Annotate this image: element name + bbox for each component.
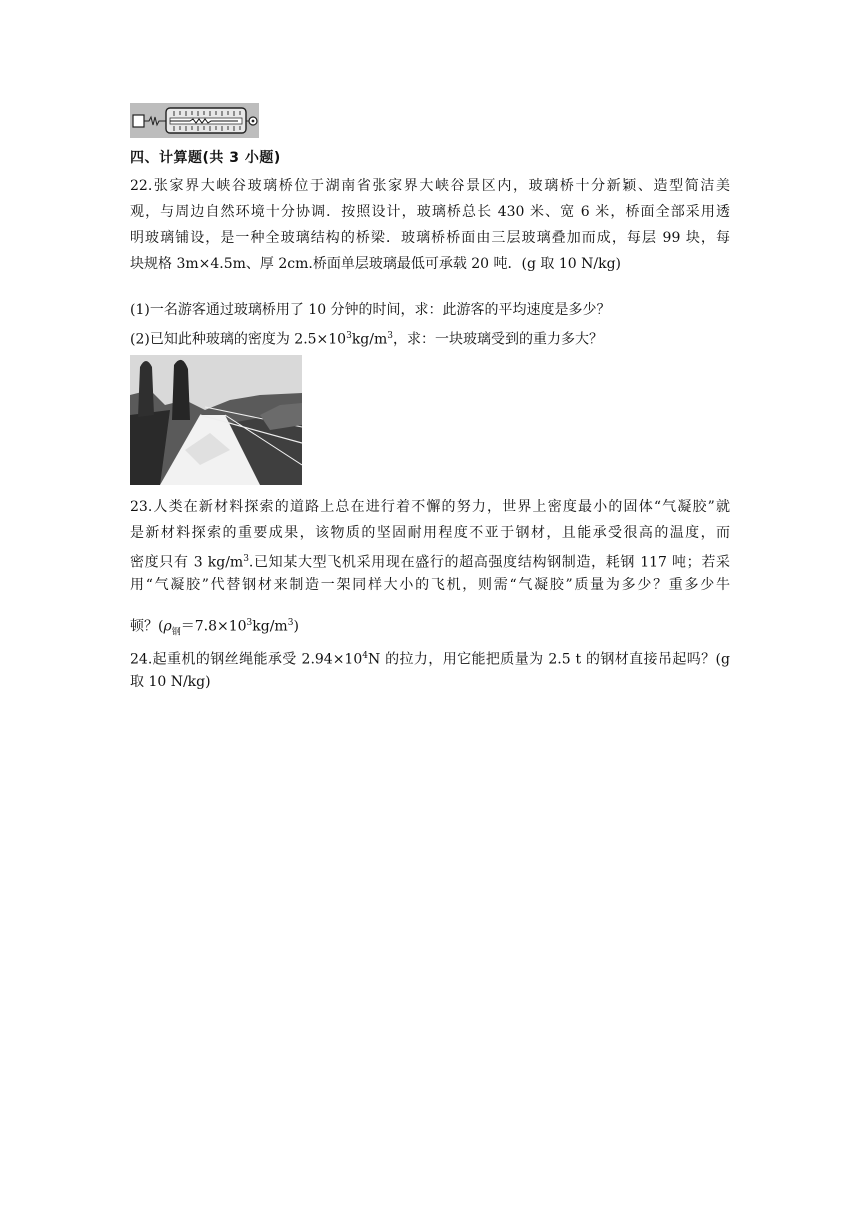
spring-scale-figure [130, 103, 259, 138]
q22-line-1: 22.张家界大峡谷玻璃桥位于湖南省张家界大峡谷景区内，玻璃桥十分新颖、造型简洁美 [130, 178, 730, 194]
q22-line-2: 观，与周边自然环境十分协调．按照设计，玻璃桥总长 430 米、宽 6 米，桥面全部采用透 [130, 204, 730, 220]
q22-sub-question-2: (2)已知此种玻璃的密度为 $2.5\times 10^3kg/m^3$，求：一块玻璃受到的重力多大？ [130, 331, 603, 348]
q22-line-4: 块规格 3m×4.5m、厚 2cm.桥面单层玻璃最低可承载 20 吨．(g 取 10 N/kg) [130, 256, 622, 272]
q23-line-5: 顿？$(\rho_钢=7.8\times 10^3kg/m^3)$ [130, 618, 299, 638]
q24-line-1: 24.起重机的钢丝绳能承受 $2.94\times 10^4N$ 的拉力，用它能把质量为 2.5 t 的钢材直接吊起吗？(g [130, 651, 730, 668]
q22-line-3: 明玻璃铺设，是一种全玻璃结构的桥梁．玻璃桥桥面由三层玻璃叠加而成，每层 99 块，每 [130, 230, 730, 246]
q23-line-3: 密度只有 3 $kg/m^3$.已知某大型飞机采用现在盛行的超高强度结构钢制造，耗钢 117 吨；若采 [130, 554, 730, 571]
q24-line-2: 取 10 N/kg) [130, 674, 211, 690]
q23-line-4: 用“气凝胶”代替钢材来制造一架同样大小的飞机，则需“气凝胶”质量为多少？重多少牛 [130, 577, 730, 593]
q23-line-1: 23.人类在新材料探索的道路上总在进行着不懈的努力，世界上密度最小的固体“气凝胶”就 [130, 499, 730, 515]
q22-sub-question-1: (1)一名游客通过玻璃桥用了 10 分钟的时间，求：此游客的平均速度是多少？ [130, 302, 611, 318]
q23-line-2: 是新材料探索的重要成果，该物质的坚固耐用程度不亚于钢材，且能承受很高的温度，而 [130, 525, 730, 541]
section-title: 四、计算题(共 3 小题) [130, 150, 281, 166]
glass-bridge-photo [130, 355, 302, 485]
